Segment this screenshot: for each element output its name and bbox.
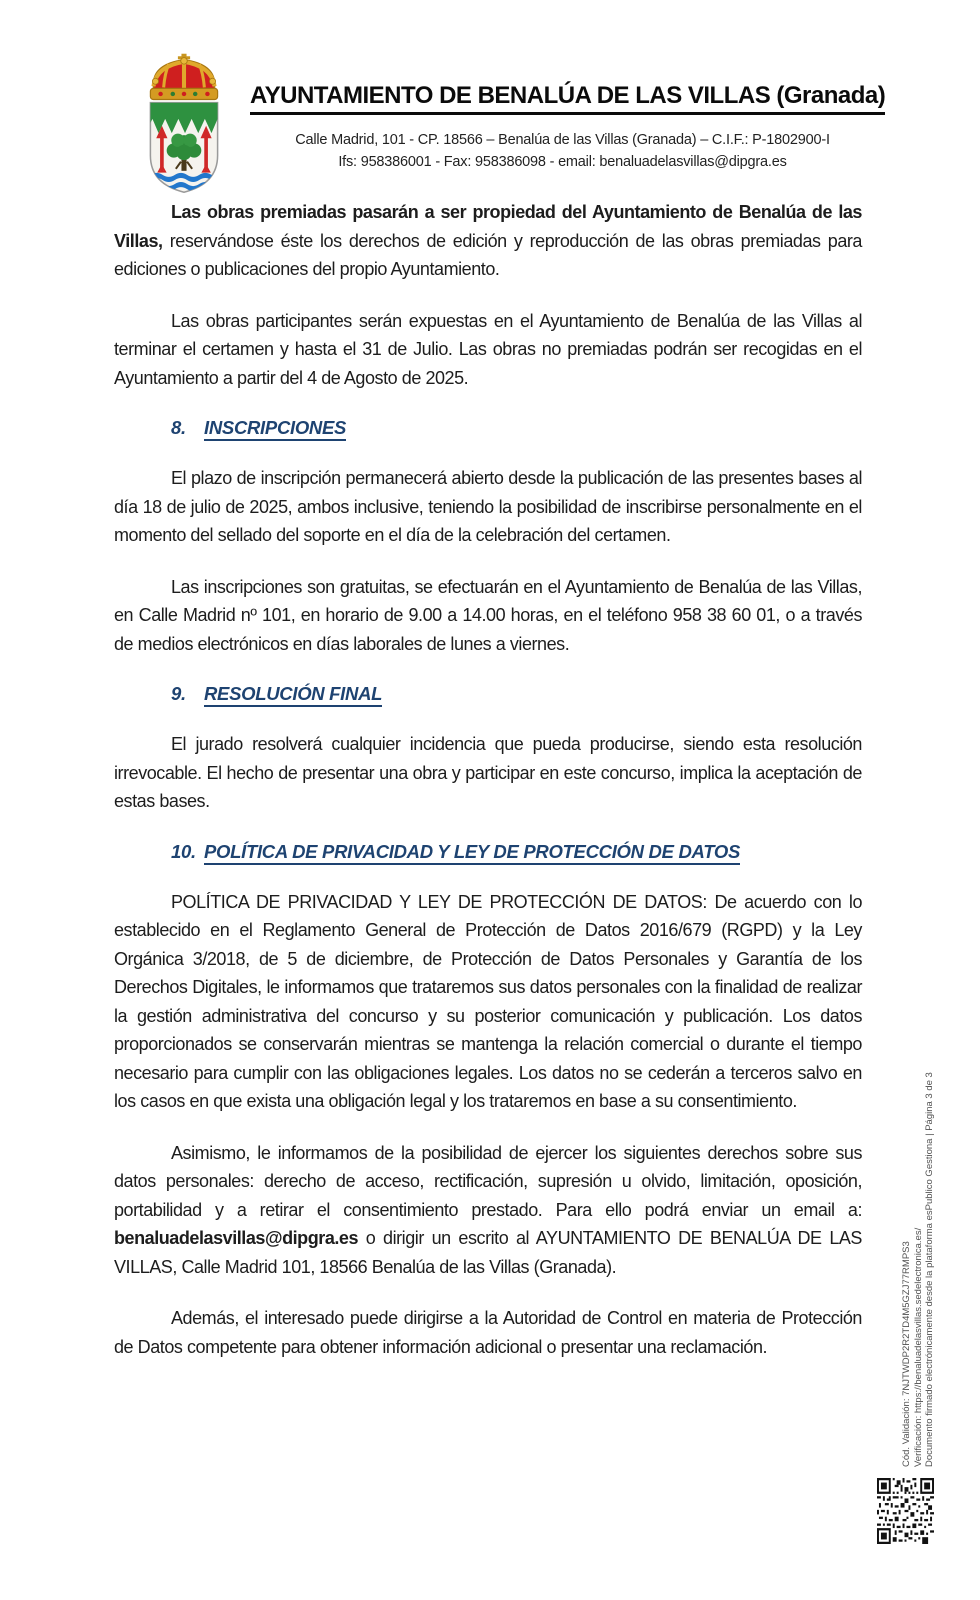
section-number: 10. xyxy=(171,840,196,862)
coat-of-arms-icon xyxy=(128,52,240,198)
section-title: POLÍTICA DE PRIVACIDAD Y LEY DE PROTECCIÓN DE DATOS xyxy=(204,841,740,865)
paragraph-derechos: Asimismo, le informamos de la posibilidad de ejercer los siguientes derechos sobre sus datos personales: derecho de acceso, rectificación, supresión u olvido, limitación, oposición, portabilidad y a retirar el consentimiento prestado. Para ello podrá enviar un email a: benaluadelasvillas@dipgra.es o dirigir un escrito al AYUNTAMIENTO DE BENALÚA DE LAS VILLAS, Calle Madrid 101, 18566 Benalúa de las Villas (Granada). xyxy=(114,1142,862,1277)
header-address xyxy=(250,129,875,173)
crown-icon xyxy=(150,54,217,100)
qr-code-icon xyxy=(877,1478,934,1544)
paragraph-obras-premiadas: Las obras premiadas pasarán a ser propiedad del Ayuntamiento de Benalúa de las Villas, reservándose éste los derechos de edición y reproducción de las obras premiadas para ediciones o publicaciones del propio Ayuntamiento. xyxy=(114,202,862,279)
signature-note: Documento firmado electrónicamente desde la plataforma esPublico Gestiona | Página 3 de 3 xyxy=(924,1072,935,1467)
section-title: INSCRIPCIONES xyxy=(204,417,346,441)
section-title: RESOLUCIÓN FINAL xyxy=(204,683,382,707)
section-number: 9. xyxy=(171,683,186,704)
qr-code xyxy=(877,1478,934,1544)
municipal-coat-of-arms xyxy=(128,52,240,198)
section-heading-inscripciones xyxy=(114,415,862,441)
bold-lead: Las obras premiadas pasarán a ser propiedad del Ayuntamiento de Benalúa de las Villas, xyxy=(114,202,862,251)
paragraph-autoridad-control: Además, el interesado puede dirigirse a la Autoridad de Control en materia de Protección de Datos competente para obtener información adicional o presentar una reclamación. xyxy=(114,1308,862,1357)
paragraph-jurado: El jurado resolverá cualquier incidencia que pueda producirse, siendo esta resolución irrevocable. El hecho de presentar una obra y participar en este concurso, implica la aceptación de estas bases. xyxy=(114,734,862,811)
validation-code: Cód. Validación: 7NJTWDP2R2TD4M5GZJ77RMPS3 xyxy=(901,1241,912,1467)
verification-url: Verificación: https://benaluadelasvillas.sedelectronica.es/ xyxy=(912,1227,924,1467)
section-number: 8. xyxy=(171,417,186,438)
section-heading-resolucion-final xyxy=(114,681,862,707)
paragraph-rgpd: POLÍTICA DE PRIVACIDAD Y LEY DE PROTECCIÓN DE DATOS: De acuerdo con lo establecido en el Reglamento General de Protección de Datos 2016/679 (RGPD) y la Ley Orgánica 3/2018, de 5 de diciembre, de Protección de Datos Personales y Garantía de los Derechos Digitales, le informamos que trataremos sus datos personales con la finalidad de realizar la gestión administrativa del concurso y su posterior comunicación y publicación. Los datos proporcionados se conservarán mientras se mantenga la relación comercial o durante el tiempo necesario para cumplir con las obligaciones legales. Los datos no se cederán a terceros salvo en los casos en que exista una obligación legal y los trataremos en base a su consentimiento. xyxy=(114,891,862,1111)
document-header xyxy=(250,82,886,173)
paragraph-plazo-inscripcion: El plazo de inscripción permanecerá abierto desde la publicación de las presentes bases al día 18 de julio de 2025, ambos inclusive, teniendo la posibilidad de inscribirse personalmente en el momento del sellado del soporte en el día de la celebración del certamen. xyxy=(114,468,862,545)
address-line-2: Ifs: 958386001 - Fax: 958386098 - email: benaluadelasvillas@dipgra.es xyxy=(338,154,787,170)
section-heading-politica-privacidad xyxy=(114,839,862,865)
paragraph-obras-participantes: Las obras participantes serán expuestas en el Ayuntamiento de Benalúa de las Villas al terminar el certamen y hasta el 31 de Julio. Las obras no premiadas podrán ser recogidas en el Ayuntamiento a partir del 4 de Agosto de 2025. xyxy=(114,310,862,388)
shield-icon xyxy=(150,103,223,193)
page-title: AYUNTAMIENTO DE BENALÚA DE LAS VILLAS (Granada) xyxy=(250,82,885,115)
paragraph-inscripciones-gratuitas: Las inscripciones son gratuitas, se efectuarán en el Ayuntamiento de Benalúa de las Villas, en Calle Madrid nº 101, en horario de 9.00 a 14.00 horas, en el teléfono 958 38 60 01, o a través de medios electrónicos en días laborales de lunes a viernes. xyxy=(114,576,862,654)
email-address: benaluadelasvillas@dipgra.es xyxy=(114,1228,359,1248)
validation-sidebar xyxy=(901,947,936,1467)
document-body xyxy=(114,198,862,1384)
address-line-1: Calle Madrid, 101 - CP. 18566 – Benalúa de las Villas (Granada) – C.I.F.: P-1802900-I xyxy=(295,132,830,148)
